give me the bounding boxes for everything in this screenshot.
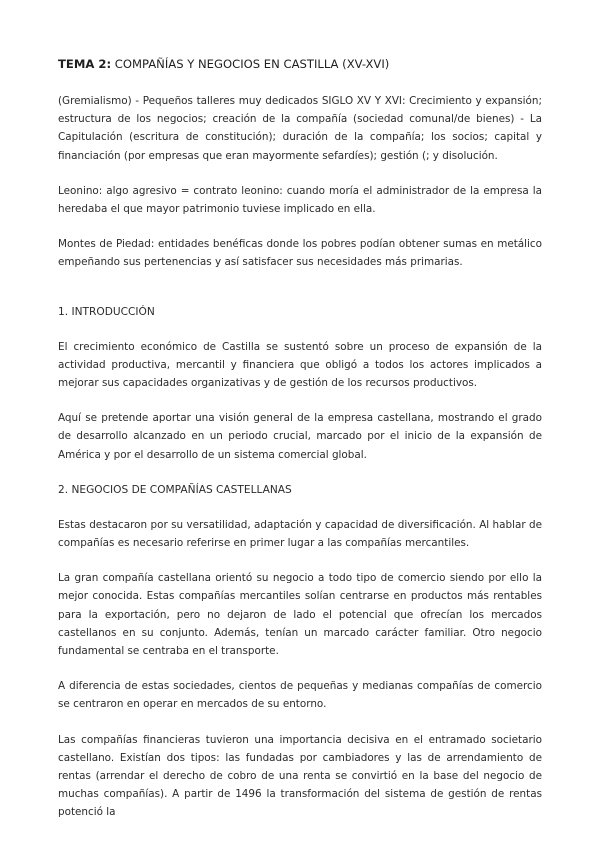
intro-paragraph-1: (Gremialismo) - Pequeños talleres muy dedicados SIGLO XV Y XVI: Crecimiento y expansión; estructura de los negocios; creación de la compañía (sociedad comunal/de bienes) - La Capitulación (escritura de constitución); duración de la compañía; los socios; capital y financiación (por empresas que eran mayormente sefardíes); gestión (; y disolución. [58, 95, 542, 162]
title-bold: TEMA 2: [58, 57, 112, 71]
section-1-paragraph-1: El crecimiento económico de Castilla se sustentó sobre un proceso de expansión de la actividad productiva, mercantil y financiera que obligó a todos los actores implicados a mejorar sus capacidades organizativas y de gestión de los recursos productivos. [58, 340, 542, 390]
document-title [58, 55, 542, 73]
spacer [58, 289, 542, 303]
section-1-heading: 1. INTRODUCCIÓN [58, 305, 155, 318]
section-1-paragraph-2: Aquí se pretende aportar una visión general de la empresa castellana, mostrando el grado de desarrollo alcanzado en un periodo crucial, marcado por el inicio de la expansión de América y por el desarrollo de un sistema comercial global. [58, 412, 542, 461]
intro-paragraph-2: Leonino: algo agresivo = contrato leonino: cuando moría el administrador de la empresa la heredaba el que mayor patrimonio tuviese implicado en ella. [58, 184, 542, 216]
section-2-paragraph-1: Estas destacaron por su versatilidad, adaptación y capacidad de diversificación. Al hablar de compañías es necesario referirse en primer lugar a las compañías mercantiles. [58, 518, 542, 550]
section-2-heading: 2. NEGOCIOS DE COMPAÑÍAS CASTELLANAS [58, 483, 292, 496]
section-2-paragraph-3: A diferencia de estas sociedades, cientos de pequeñas y medianas compañías de comercio se centraron en operar en mercados de su entorno. [58, 680, 542, 711]
section-2-paragraph-2: La gran compañía castellana orientó su negocio a todo tipo de comercio siendo por ello la mejor conocida. Estas compañías mercantiles solían centrarse en productos más rentables para la exportación, pero no dejaron de lado el potencial que ofrecían los mercados castellanos en su conjunto. Además, tenían un marcado carácter familiar. Otro negocio fundamental se centraba en el transporte. [58, 572, 542, 658]
title-text: COMPAÑÍAS Y NEGOCIOS EN CASTILLA (XV-XVI) [111, 57, 390, 71]
intro-paragraph-3: Montes de Piedad: entidades benéficas donde los pobres podían obtener sumas en metálico empeñando sus pertenencias y así satisfacer sus necesidades más primarias. [58, 238, 542, 269]
section-2-paragraph-4: Las compañías financieras tuvieron una importancia decisiva en el entramado societario castellano. Existían dos tipos: las fundadas por cambiadores y las de arrendamiento de rentas (arrendar el derecho de cobro de una renta se convirtió en la base del negocio de muchas compañías). A partir de 1496 la transformación del sistema de gestión de rentas potenció la [58, 733, 542, 819]
